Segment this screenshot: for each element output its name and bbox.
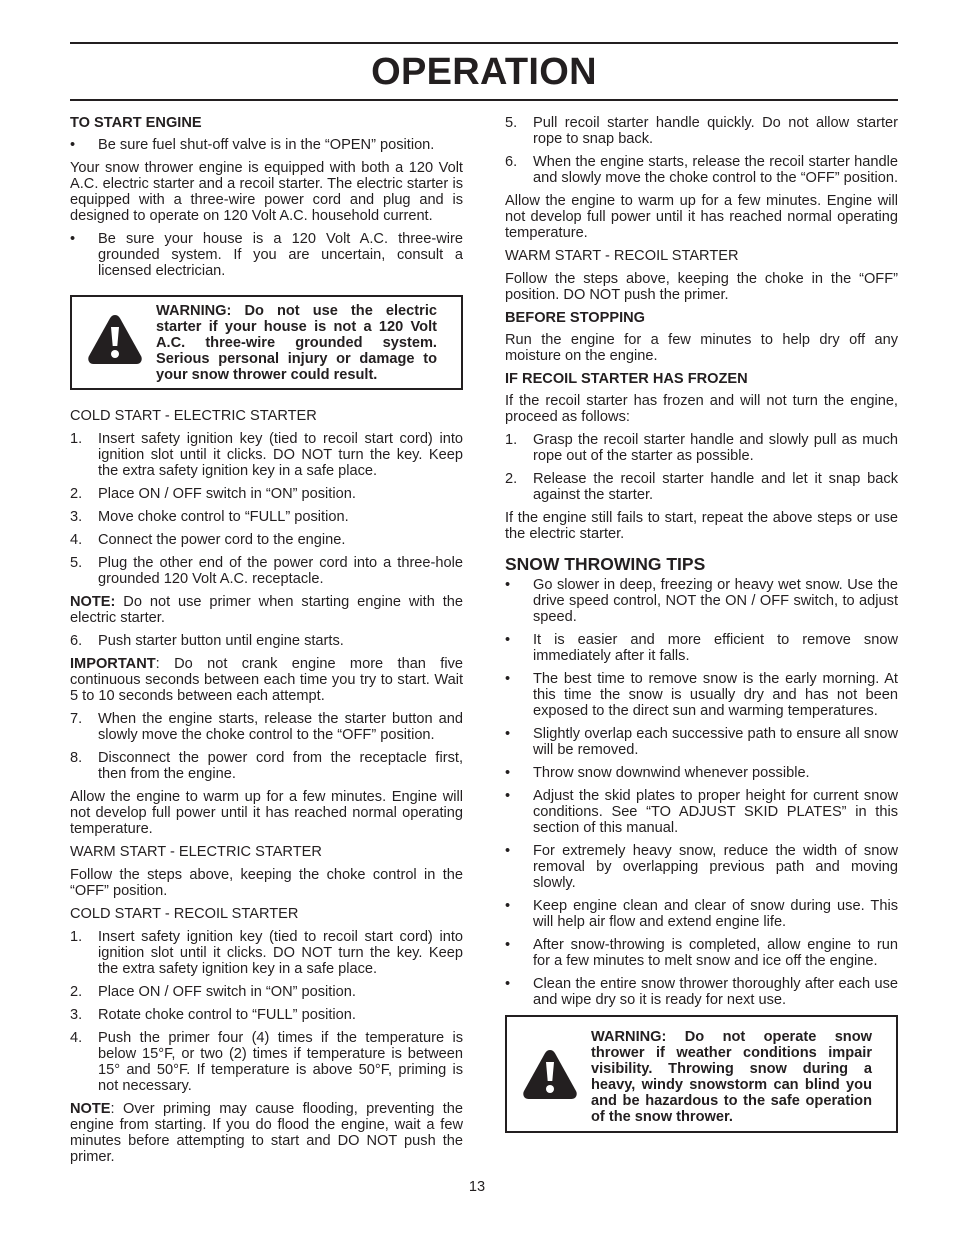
- important-label: IMPORTANT: [70, 656, 156, 672]
- frozen-intro: If the recoil starter has frozen and will not turn the engine, proceed as follows:: [505, 393, 898, 425]
- step-number: 5.: [70, 555, 83, 571]
- step-number: 6.: [505, 154, 518, 170]
- list-item: [70, 984, 463, 1000]
- tip-text: It is easier and more efficient to remove snow immediately after it falls.: [533, 632, 898, 664]
- warning-triangle-icon: [86, 312, 144, 372]
- frozen-outro: If the engine still fails to start, repeat the above steps or use the electric starter.: [505, 510, 898, 542]
- list-item: [70, 431, 463, 479]
- step-text: Place ON / OFF switch in “ON” position.: [98, 486, 356, 502]
- list-item: [505, 115, 898, 147]
- list-item: [70, 1030, 463, 1094]
- tip-item: [505, 976, 898, 1008]
- step-text: When the engine starts, release the recoil starter handle and slowly move the choke control to the “OFF” position.: [533, 154, 899, 186]
- note-text: Do not use primer when starting engine with the electric starter.: [70, 594, 463, 626]
- step-number: 3.: [70, 1007, 83, 1023]
- tip-item: [505, 726, 898, 758]
- list-item: [70, 633, 463, 649]
- tip-item: [505, 765, 898, 781]
- list-item: [505, 471, 898, 503]
- step-number: 5.: [505, 115, 518, 131]
- step-text: Grasp the recoil starter handle and slowly pull as much rope out of the starter as possible.: [533, 432, 898, 464]
- step-number: 4.: [70, 532, 83, 548]
- tip-item: [505, 632, 898, 664]
- step-number: 1.: [70, 929, 83, 945]
- warm-recoil-heading: WARM START - RECOIL STARTER: [505, 248, 739, 264]
- title-underline: [70, 99, 898, 101]
- cold-recoil-heading: COLD START - RECOIL STARTER: [70, 906, 299, 922]
- step-six-list: [70, 633, 463, 649]
- step-number: 7.: [70, 711, 83, 727]
- page-number: 13: [468, 1179, 486, 1195]
- list-item: [70, 486, 463, 502]
- right-column: [505, 115, 898, 1133]
- step-text: Move choke control to “FULL” position.: [98, 509, 349, 525]
- snow-tips-list: [505, 577, 898, 1008]
- list-item: [70, 231, 463, 279]
- warm-up-paragraph: Allow the engine to warm up for a few minutes. Engine will not develop full power until it has reached normal operating temperature.: [505, 193, 898, 241]
- tip-item: [505, 671, 898, 719]
- list-item: [70, 750, 463, 782]
- step-text: Disconnect the power cord from the receptacle first, then from the engine.: [98, 750, 463, 782]
- step-text: Insert safety ignition key (tied to recoil start cord) into ignition slot until it clicks. DO NOT turn the key. Keep the extra safety ignition key in a safe place.: [98, 929, 463, 977]
- note-over-priming: [70, 1101, 463, 1165]
- warm-electric-heading: WARM START - ELECTRIC STARTER: [70, 844, 322, 860]
- cold-electric-steps: [70, 431, 463, 587]
- step-text: Rotate choke control to “FULL” position.: [98, 1007, 356, 1023]
- tip-item: [505, 898, 898, 930]
- list-item: [70, 555, 463, 587]
- note-label: NOTE:: [70, 594, 116, 610]
- step-text: Plug the other end of the power cord into a three-hole grounded 120 Volt A.C. receptacle.: [98, 555, 463, 587]
- intro-paragraph: Your snow thrower engine is equipped with both a 120 Volt A.C. electric starter and a recoil starter. The electric starter is equipped with a three-wire power cord and plug and is designed to operate on 120 Volt A.C. household current.: [70, 160, 463, 224]
- step-text: Insert safety ignition key (tied to recoil start cord) into ignition slot until it clicks. DO NOT turn the key. Keep the extra safety ignition key in a safe place.: [98, 431, 463, 479]
- step-text: Push starter button until engine starts.: [98, 633, 344, 649]
- house-bullet-list: [70, 231, 463, 279]
- important-text: : Do not crank engine more than five continuous seconds between each time you try to start. Wait 5 to 10 seconds between each attempt.: [70, 656, 463, 704]
- warning-text: WARNING: Do not use the electric starter if your house is not a 120 Volt A.C. three-wire grounded system. Serious personal injury or damage to your snow thrower could result.: [156, 303, 437, 383]
- tip-text: For extremely heavy snow, reduce the width of snow removal by overlapping previous path and moving slowly.: [533, 843, 898, 891]
- tip-text: Clean the entire snow thrower thoroughly after each use and wipe dry so it is ready for next use.: [533, 976, 898, 1008]
- left-column: [70, 115, 463, 1172]
- step-text: Release the recoil starter handle and let it snap back against the starter.: [533, 471, 898, 503]
- tip-item: [505, 843, 898, 891]
- bullet-text: Be sure fuel shut-off valve is in the “OPEN” position.: [98, 137, 435, 153]
- list-item: [70, 929, 463, 977]
- fuel-bullet-list: [70, 137, 463, 153]
- bullet-marker: •: [505, 671, 511, 687]
- tip-item: [505, 577, 898, 625]
- step-number: 8.: [70, 750, 83, 766]
- list-item: [505, 154, 898, 186]
- bullet-marker: •: [505, 843, 511, 859]
- bullet-marker: •: [505, 976, 511, 992]
- page-title: OPERATION: [371, 51, 597, 93]
- list-item: [70, 532, 463, 548]
- step-text: Place ON / OFF switch in “ON” position.: [98, 984, 356, 1000]
- bullet-marker: •: [70, 231, 76, 247]
- list-item: [70, 711, 463, 743]
- step-number: 4.: [70, 1030, 83, 1046]
- note-text: : Over priming may cause flooding, preventing the engine from starting. If you do flood the engine, wait a few minutes before attempting to start and DO NOT push the primer.: [70, 1101, 463, 1165]
- top-rule: [70, 42, 898, 44]
- tip-item: [505, 937, 898, 969]
- tip-text: After snow-throwing is completed, allow engine to run for a few minutes to melt snow and ice off the engine.: [533, 937, 898, 969]
- cold-recoil-steps: [70, 929, 463, 1094]
- bullet-marker: •: [505, 577, 511, 593]
- tip-text: Slightly overlap each successive path to ensure all snow will be removed.: [533, 726, 898, 758]
- frozen-heading: IF RECOIL STARTER HAS FROZEN: [505, 371, 748, 387]
- step-number: 3.: [70, 509, 83, 525]
- snow-tips-heading: SNOW THROWING TIPS: [505, 554, 706, 574]
- note-primer: [70, 594, 463, 626]
- bullet-marker: •: [505, 898, 511, 914]
- warm-recoil-text: Follow the steps above, keeping the choke in the “OFF” position. DO NOT push the primer.: [505, 271, 898, 303]
- step-text: Pull recoil starter handle quickly. Do not allow starter rope to snap back.: [533, 115, 898, 147]
- step-text: Connect the power cord to the engine.: [98, 532, 346, 548]
- cold-electric-heading: COLD START - ELECTRIC STARTER: [70, 408, 317, 424]
- step-number: 1.: [70, 431, 83, 447]
- warning-triangle-icon: [521, 1047, 579, 1107]
- before-stopping-text: Run the engine for a few minutes to help dry off any moisture on the engine.: [505, 332, 898, 364]
- important-note: [70, 656, 463, 704]
- tip-text: The best time to remove snow is the early morning. At this time the snow is usually dry and has not been exposed to the direct sun and warming temperatures.: [533, 671, 898, 719]
- list-item: [505, 432, 898, 464]
- start-engine-heading: TO START ENGINE: [70, 115, 202, 131]
- electric-warning-box: [70, 295, 463, 390]
- steps-seven-eight: [70, 711, 463, 782]
- bullet-text: Be sure your house is a 120 Volt A.C. three-wire grounded system. If you are uncertain, consult a licensed electrician.: [98, 231, 463, 279]
- step-text: Push the primer four (4) times if the temperature is below 15°F, or two (2) times if temperature is between 15° and 50°F. If temperature is above 50°F, priming is not necessary.: [98, 1030, 463, 1094]
- frozen-steps: [505, 432, 898, 503]
- visibility-warning-box: [505, 1015, 898, 1133]
- step-number: 2.: [505, 471, 518, 487]
- list-item: [70, 1007, 463, 1023]
- bullet-marker: •: [505, 765, 511, 781]
- bullet-marker: •: [505, 632, 511, 648]
- tip-text: Throw snow downwind whenever possible.: [533, 765, 810, 781]
- tip-text: Go slower in deep, freezing or heavy wet snow. Use the drive speed control, NOT the ON / OFF switch, to adjust speed.: [533, 577, 898, 625]
- recoil-steps-five-six: [505, 115, 898, 186]
- step-number: 6.: [70, 633, 83, 649]
- bullet-marker: •: [505, 788, 511, 804]
- tip-item: [505, 788, 898, 836]
- warning-text: WARNING: Do not operate snow thrower if weather conditions impair visibility. Throwing snow during a heavy, windy snowstorm can blind you and be hazardous to the safe operation of the snow thrower.: [591, 1029, 872, 1125]
- step-number: 1.: [505, 432, 518, 448]
- bullet-marker: •: [70, 137, 76, 153]
- step-number: 2.: [70, 984, 83, 1000]
- step-text: When the engine starts, release the starter button and slowly move the choke control to the “OFF” position.: [98, 711, 463, 743]
- warm-electric-text: Follow the steps above, keeping the choke control in the “OFF” position.: [70, 867, 463, 899]
- step-number: 2.: [70, 486, 83, 502]
- note-label: NOTE: [70, 1101, 111, 1117]
- tip-text: Adjust the skid plates to proper height for current snow conditions. See “TO ADJUST SKID PLATES” in this section of this manual.: [533, 788, 898, 836]
- tip-text: Keep engine clean and clear of snow during use. This will help air flow and extend engine life.: [533, 898, 898, 930]
- warm-up-paragraph: Allow the engine to warm up for a few minutes. Engine will not develop full power until it has reached normal operating temperature.: [70, 789, 463, 837]
- bullet-marker: •: [505, 726, 511, 742]
- bullet-marker: •: [505, 937, 511, 953]
- list-item: [70, 137, 463, 153]
- list-item: [70, 509, 463, 525]
- before-stopping-heading: BEFORE STOPPING: [505, 310, 646, 326]
